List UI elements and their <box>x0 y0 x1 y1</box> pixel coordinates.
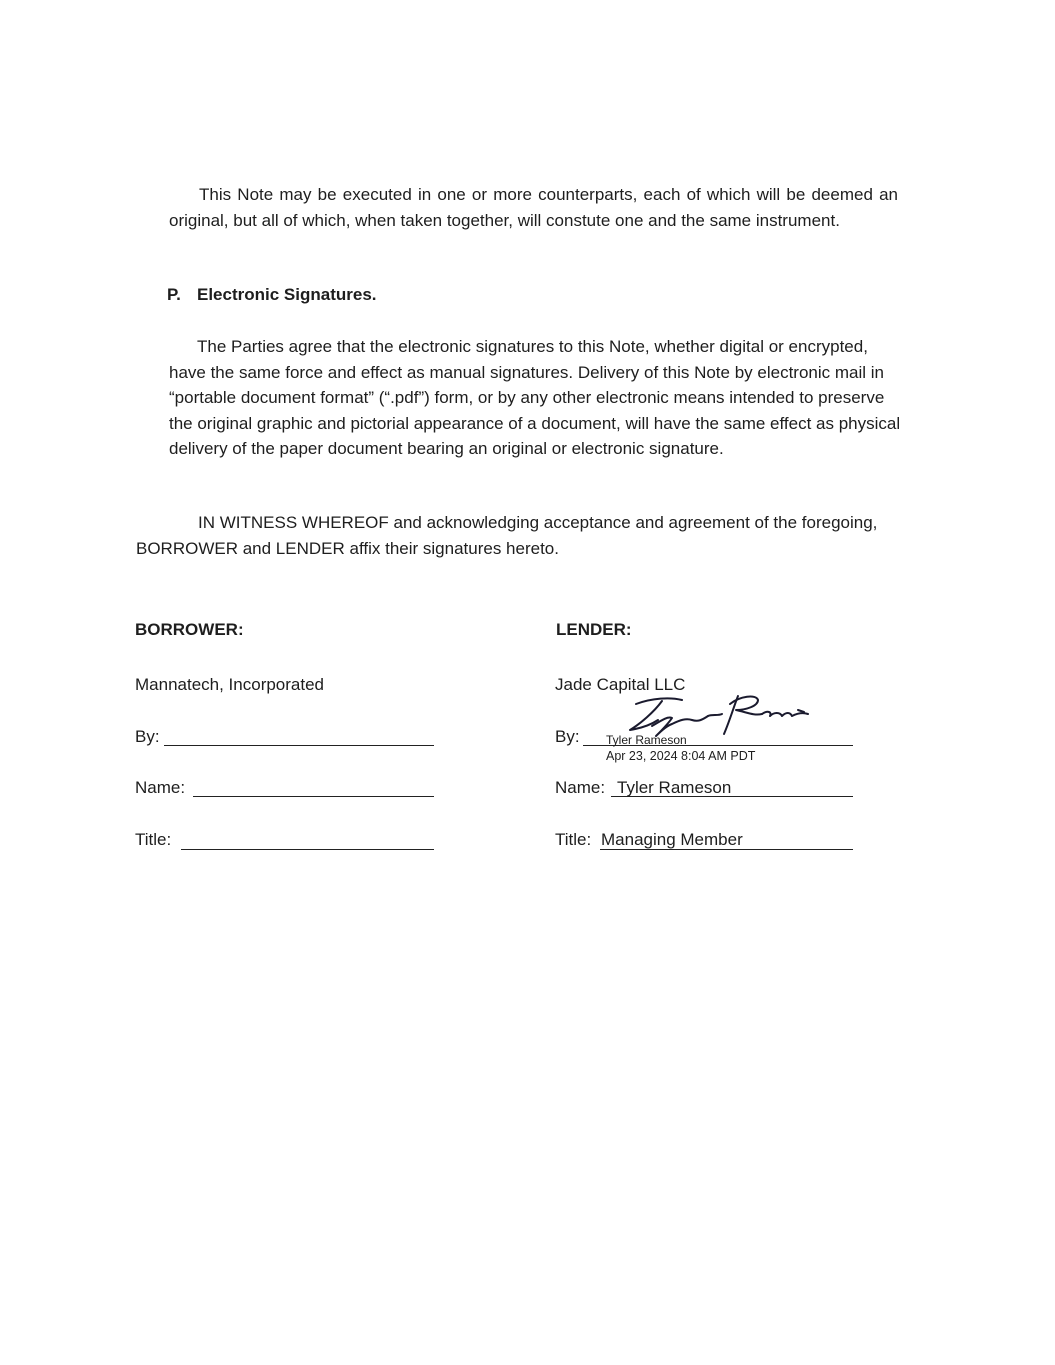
lender-signer-printed-name: Tyler Rameson <box>606 733 687 747</box>
borrower-company: Mannatech, Incorporated <box>135 675 325 694</box>
lender-company: Jade Capital LLC <box>555 675 686 694</box>
section-number: P. <box>167 285 181 304</box>
counterparts-paragraph: This Note may be executed in one or more counterparts, each of which will be deemed an original, but all of which, when taken together, will constute one and the same instrument. <box>169 185 898 230</box>
section-title: Electronic Signatures. <box>197 285 377 304</box>
lender-by-label: By: <box>555 727 580 746</box>
borrower-by-label: By: <box>135 727 160 746</box>
lender-name-label: Name: <box>555 778 606 797</box>
witness-paragraph: IN WITNESS WHEREOF and acknowledging acceptance and agreement of the foregoing, BORROWER and LENDER affix their signatures hereto. <box>136 513 878 558</box>
lender-signed-timestamp: Apr 23, 2024 8:04 AM PDT <box>606 749 756 763</box>
borrower-title-line <box>181 849 434 850</box>
lender-label: LENDER: <box>556 620 632 639</box>
lender-title-label: Title: <box>555 830 592 849</box>
borrower-label: BORROWER: <box>135 620 244 639</box>
borrower-signature-line <box>164 745 434 746</box>
borrower-name-label: Name: <box>135 778 186 797</box>
borrower-name-line <box>193 796 434 797</box>
lender-title-value: Managing Member <box>601 830 743 849</box>
lender-name-value: Tyler Rameson <box>617 778 732 797</box>
section-heading-p <box>167 285 377 305</box>
borrower-title-label: Title: <box>135 830 172 849</box>
electronic-signatures-paragraph: The Parties agree that the electronic signatures to this Note, whether digital or encrypted, have the same force and effect as manual signatures. Delivery of this Note by electronic mail in “portable document format” (“.pdf”) form, or by any other electronic means intended to preserve the original graphic and pictorial appearance of a document, will have the same effect as physical delivery of the paper document bearing an original or electronic signature. <box>169 337 901 458</box>
